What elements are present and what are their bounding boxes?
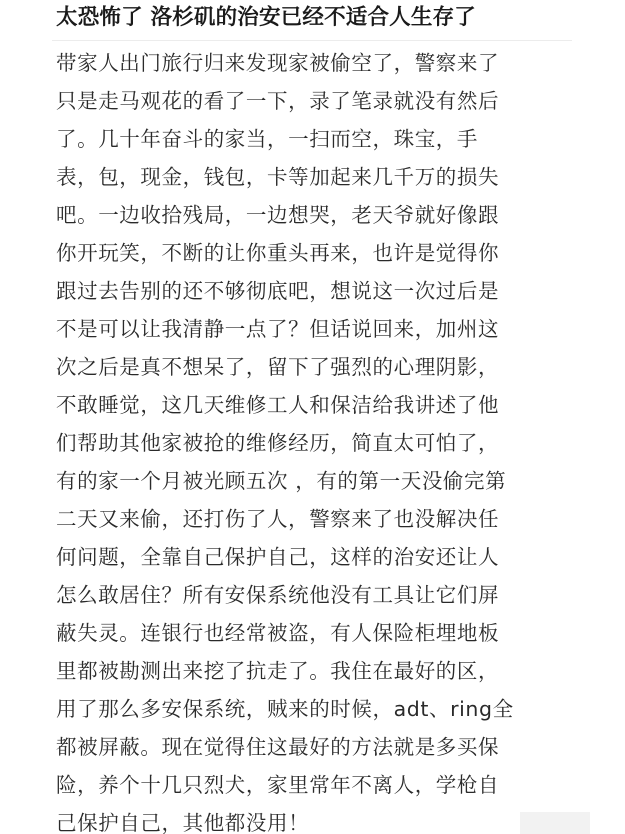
post-body-line: 里都被勘测出来挖了抗走了。我住在最好的区，	[56, 659, 500, 683]
post-body-line: 险，养个十几只烈犬，家里常年不离人，学枪自	[56, 773, 500, 797]
post-body-line: 你开玩笑，不断的让你重头再来，也许是觉得你	[56, 241, 500, 265]
post-body-line: 只是走马观花的看了一下，录了笔录就没有然后	[56, 89, 500, 113]
post-body-line: 不敢睡觉，这几天维修工人和保洁给我讲述了他	[56, 393, 500, 417]
post-body-line: 不是可以让我清静一点了？但话说回来，加州这	[56, 317, 500, 341]
post-body-line: 次之后是真不想呆了，留下了强烈的心理阴影，	[56, 355, 500, 379]
title-divider	[52, 40, 572, 41]
post-body-line: 有的家一个月被光顾五次 ，有的第一天没偷完第	[56, 469, 507, 493]
post-body-line: 都被屏蔽。现在觉得住这最好的方法就是多买保	[56, 735, 500, 759]
post-body-line: 跟过去告别的还不够彻底吧，想说这一次过后是	[56, 279, 500, 303]
post-title: 太恐怖了 洛杉矶的治安已经不适合人生存了	[56, 5, 476, 30]
post-body-line: 何问题，全靠自己保护自己，这样的治安还让人	[56, 545, 500, 569]
post-body-line: 怎么敢居住？所有安保系统他没有工具让它们屏	[56, 583, 500, 607]
post-body-line: 带家人出门旅行归来发现家被偷空了，警察来了	[56, 51, 500, 75]
post-body-line: 了。几十年奋斗的家当，一扫而空，珠宝，手	[56, 127, 478, 151]
post-body-line: 们帮助其他家被抢的维修经历，简直太可怕了，	[56, 431, 500, 455]
post-body-line: 二天又来偷，还打伤了人，警察来了也没解决任	[56, 507, 500, 531]
post-body	[56, 44, 576, 834]
post-body-line: 蔽失灵。连银行也经常被盗，有人保险柜埋地板	[56, 621, 500, 645]
post-body-line: 表，包，现金，钱包，卡等加起来几千万的损失	[56, 165, 500, 189]
post-body-line: 己保护自己，其他都没用！	[56, 811, 310, 834]
bottom-corner-shade	[520, 812, 590, 834]
post-body-line: 吧。一边收拾残局，一边想哭，老天爷就好像跟	[56, 203, 500, 227]
post-body-line: 用了那么多安保系统，贼来的时候，adt、ring全	[56, 697, 514, 721]
